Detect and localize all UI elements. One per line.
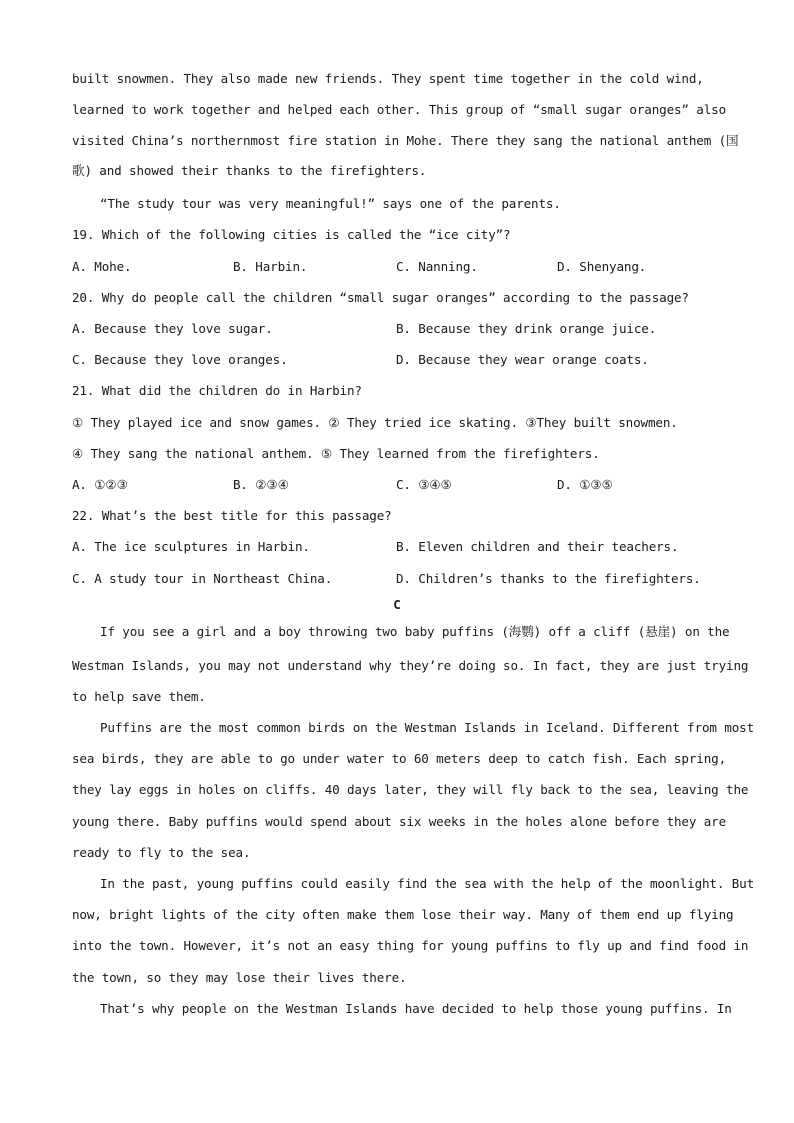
option-b: B. Harbin. bbox=[233, 259, 308, 274]
question-stem: 22. What’s the best title for this passage? bbox=[72, 508, 392, 523]
paragraph-line: In the past, young puffins could easily find the sea with the help of the moonlight. But bbox=[100, 876, 755, 891]
passage-line: visited China’s northernmost fire station in Mohe. There they sang the national anthem (国 bbox=[72, 133, 739, 148]
section-heading: C bbox=[393, 597, 401, 612]
paragraph-line: Puffins are the most common birds on the Westman Islands in Iceland. Different from most bbox=[100, 720, 755, 735]
option-c: C. Nanning. bbox=[396, 259, 478, 274]
option-c: C. ③④⑤ bbox=[396, 477, 452, 492]
paragraph-line: young there. Baby puffins would spend about six weeks in the holes alone before they are bbox=[72, 814, 727, 829]
paragraph-line: That’s why people on the Westman Islands have decided to help those young puffins. In bbox=[100, 1001, 732, 1016]
statement-line: ④ They sang the national anthem. ⑤ They learned from the firefighters. bbox=[72, 446, 600, 461]
paragraph-line: Westman Islands, you may not understand why they’re doing so. In fact, they are just trying bbox=[72, 658, 749, 673]
option-a: A. Because they love sugar. bbox=[72, 321, 273, 336]
paragraph-line: into the town. However, it’s not an easy thing for young puffins to fly up and find food in bbox=[72, 938, 749, 953]
paragraph-line: now, bright lights of the city often make them lose their way. Many of them end up flying bbox=[72, 907, 734, 922]
passage-quote: “The study tour was very meaningful!” says one of the parents. bbox=[100, 196, 561, 211]
question-stem: 20. Why do people call the children “small sugar oranges” according to the passage? bbox=[72, 290, 689, 305]
option-d: D. Because they wear orange coats. bbox=[396, 352, 649, 367]
option-c: C. A study tour in Northeast China. bbox=[72, 571, 333, 586]
option-c: C. Because they love oranges. bbox=[72, 352, 288, 367]
option-d: D. ①③⑤ bbox=[557, 477, 613, 492]
option-a: A. The ice sculptures in Harbin. bbox=[72, 539, 310, 554]
question-stem: 21. What did the children do in Harbin? bbox=[72, 383, 362, 398]
paragraph-line: sea birds, they are able to go under water to 60 meters deep to catch fish. Each spring, bbox=[72, 751, 727, 766]
option-b: B. Eleven children and their teachers. bbox=[396, 539, 679, 554]
paragraph-line: they lay eggs in holes on cliffs. 40 days later, they will fly back to the sea, leaving the bbox=[72, 782, 749, 797]
paragraph-line: If you see a girl and a boy throwing two baby puffins (海鹦) off a cliff (悬崖) on the bbox=[100, 624, 730, 639]
paragraph-line: the town, so they may lose their lives there. bbox=[72, 970, 407, 985]
paragraph-line: ready to fly to the sea. bbox=[72, 845, 251, 860]
statement-line: ① They played ice and snow games. ② They tried ice skating. ③They built snowmen. bbox=[72, 415, 678, 430]
passage-line: 歌) and showed their thanks to the firefighters. bbox=[72, 163, 427, 178]
option-a: A. ①②③ bbox=[72, 477, 128, 492]
passage-line: learned to work together and helped each other. This group of “small sugar oranges” also bbox=[72, 102, 727, 117]
question-stem: 19. Which of the following cities is called the “ice city”? bbox=[72, 227, 511, 242]
option-b: B. Because they drink orange juice. bbox=[396, 321, 657, 336]
option-d: D. Children’s thanks to the firefighters. bbox=[396, 571, 701, 586]
passage-line: built snowmen. They also made new friends. They spent time together in the cold wind, bbox=[72, 71, 704, 86]
option-d: D. Shenyang. bbox=[557, 259, 647, 274]
option-b: B. ②③④ bbox=[233, 477, 289, 492]
paragraph-line: to help save them. bbox=[72, 689, 206, 704]
option-a: A. Mohe. bbox=[72, 259, 132, 274]
